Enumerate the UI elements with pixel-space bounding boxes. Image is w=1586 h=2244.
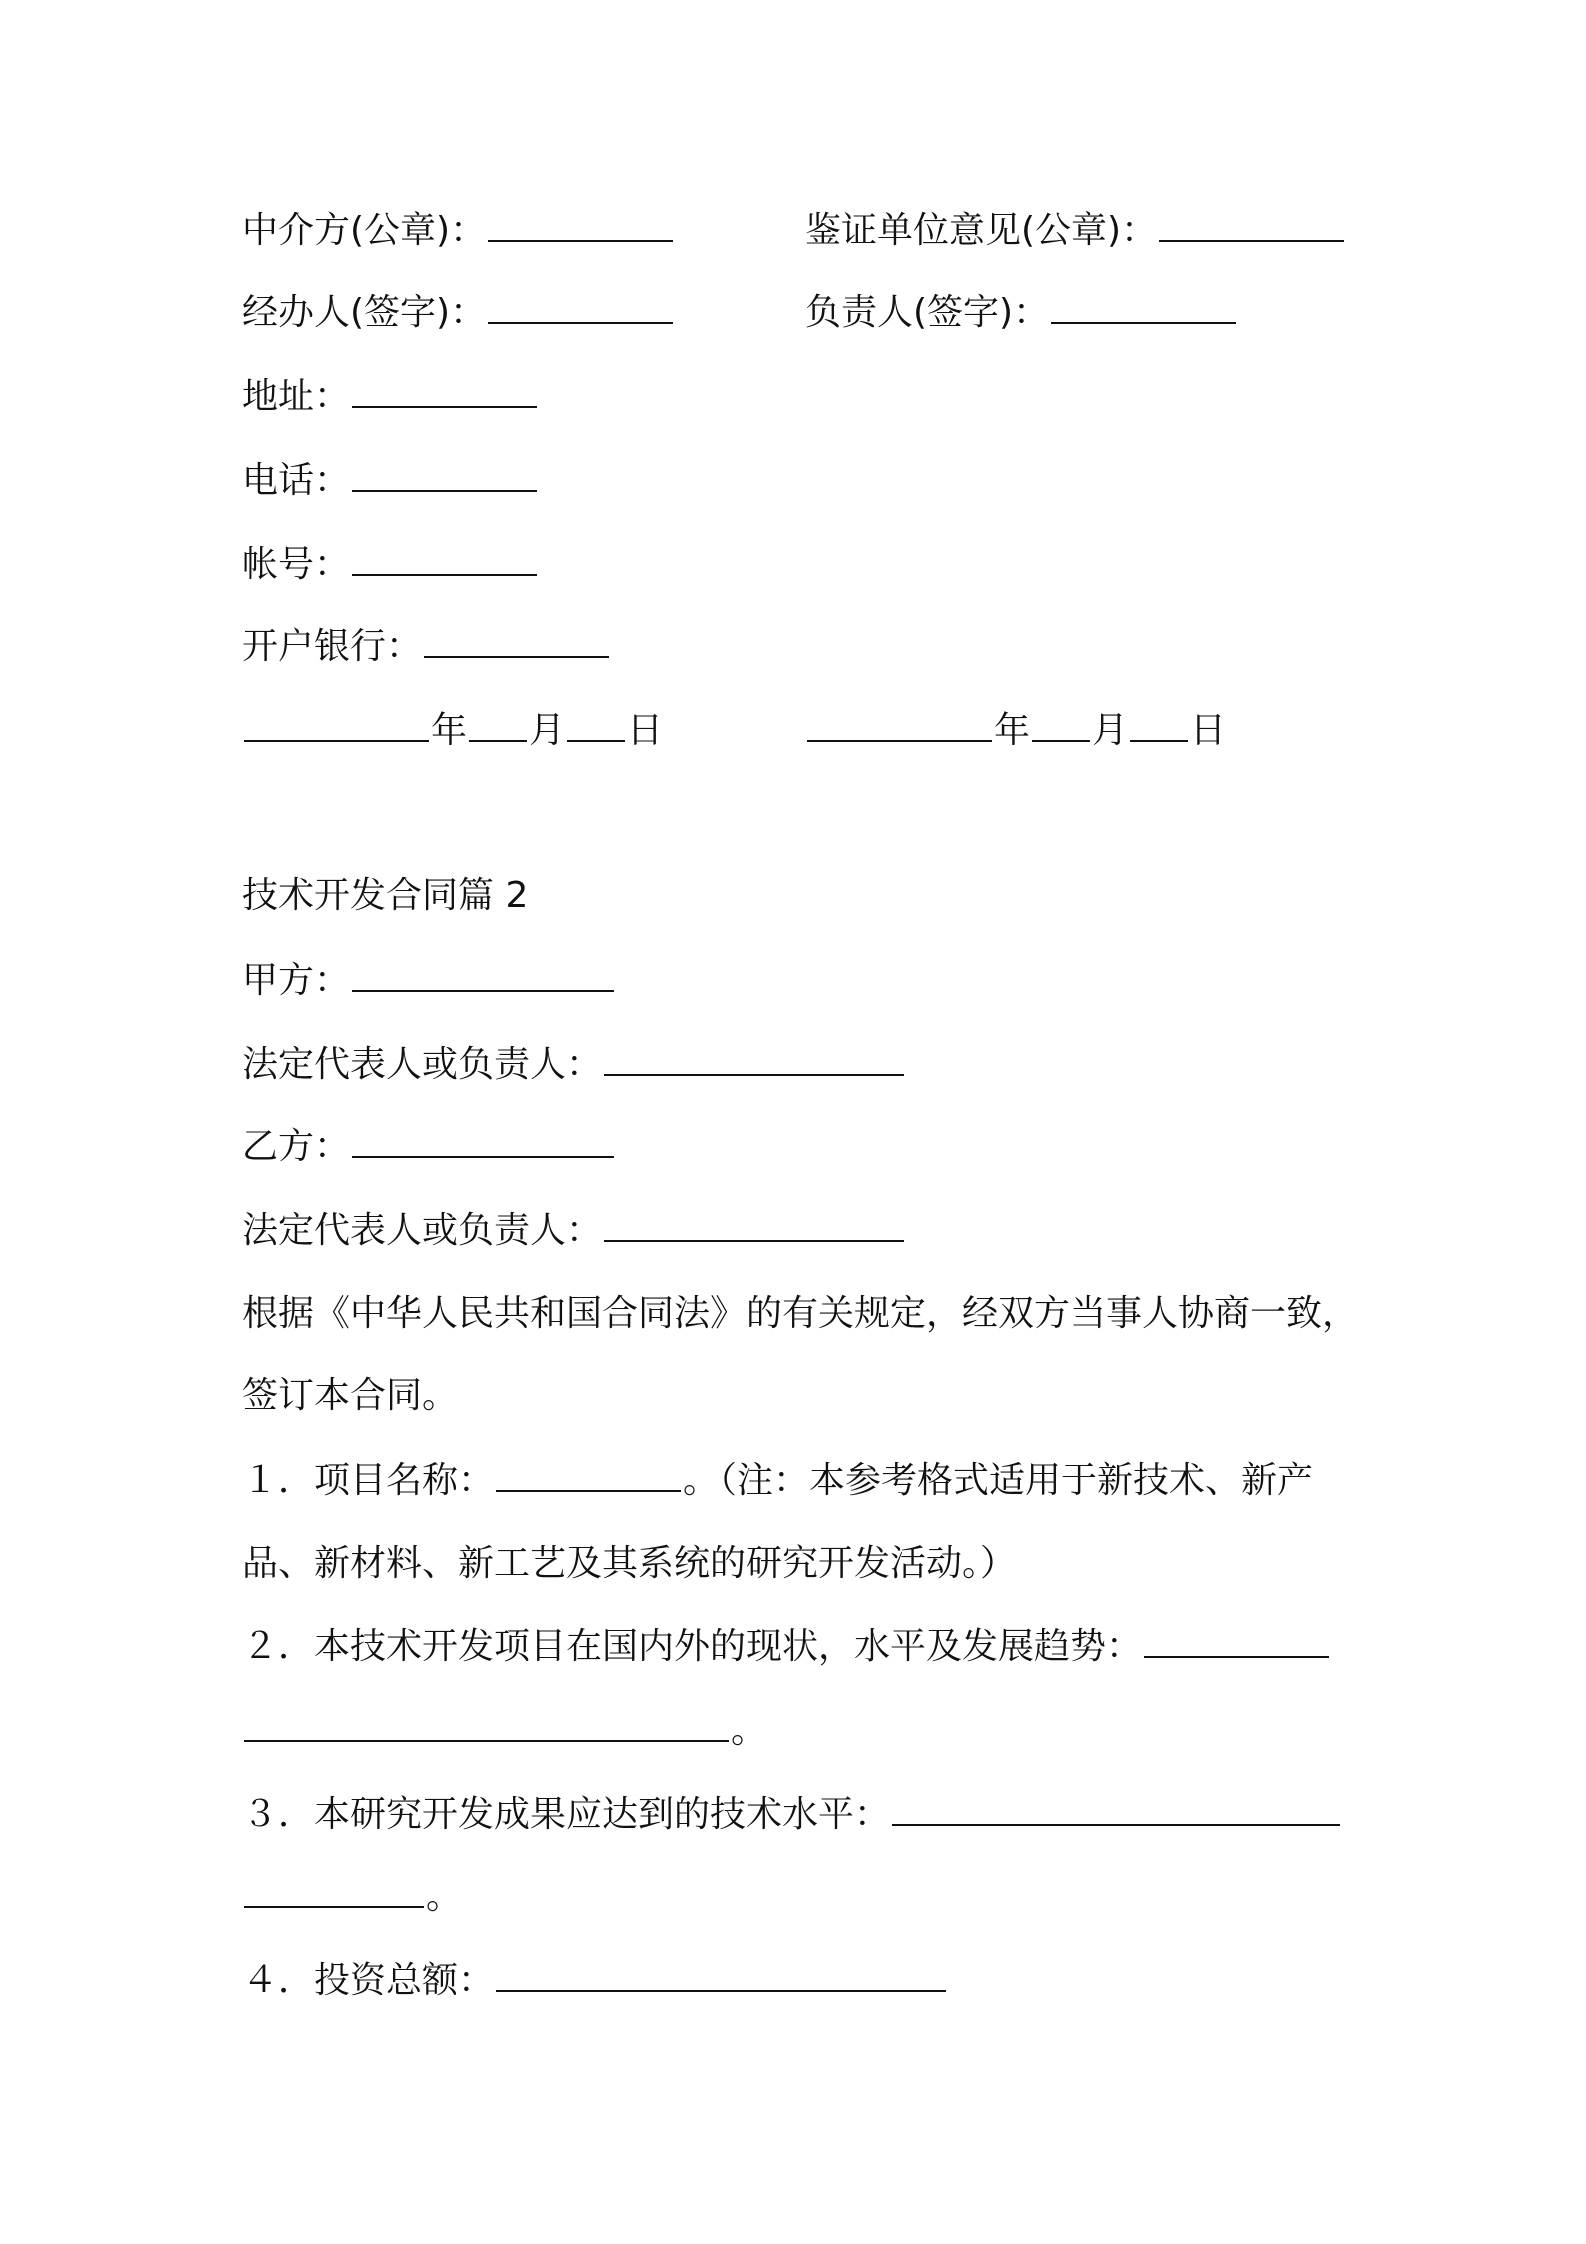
section2-title: 技术开发合同篇 2 — [242, 875, 529, 916]
item4-row — [242, 1956, 948, 2005]
item3-end: 。 — [426, 1876, 463, 1917]
responsible-row — [805, 288, 1238, 337]
intermediary-blank[interactable] — [488, 206, 673, 242]
account-blank[interactable] — [352, 540, 537, 576]
legal-rep-b-row — [242, 1206, 906, 1255]
year-label-right: 年 — [994, 710, 1031, 751]
intro-line-2: 签订本合同。 — [242, 1375, 459, 1416]
day-label-left: 日 — [627, 710, 664, 751]
party-b-label: 乙方： — [242, 1126, 351, 1167]
item2-prefix: ２．本技术开发项目在国内外的现状，水平及发展趋势： — [242, 1626, 1143, 1667]
item3-blank-b[interactable] — [244, 1872, 424, 1908]
legal-rep-a-blank[interactable] — [604, 1040, 904, 1076]
month-blank-left[interactable] — [469, 706, 527, 742]
year-blank-left[interactable] — [244, 706, 429, 742]
agent-blank[interactable] — [488, 288, 673, 324]
agent-row — [242, 288, 675, 337]
phone-row — [242, 456, 539, 505]
day-blank-right[interactable] — [1130, 706, 1188, 742]
verifier-row — [805, 206, 1346, 255]
address-label: 地址： — [242, 376, 351, 417]
item2-blank-b[interactable] — [244, 1706, 729, 1742]
legal-rep-a-label: 法定代表人或负责人： — [242, 1044, 603, 1085]
party-a-row — [242, 956, 616, 1005]
day-blank-left[interactable] — [567, 706, 625, 742]
address-row — [242, 372, 539, 421]
item1-prefix: １．项目名称： — [242, 1460, 495, 1501]
year-blank-right[interactable] — [807, 706, 992, 742]
intro-line-1: 根据《中华人民共和国合同法》的有关规定，经双方当事人协商一致， — [242, 1293, 1359, 1334]
item4-prefix: ４．投资总额： — [242, 1960, 495, 2001]
account-row — [242, 540, 539, 589]
responsible-blank[interactable] — [1051, 288, 1236, 324]
intermediary-label: 中介方(公章)： — [242, 210, 487, 251]
verifier-blank[interactable] — [1159, 206, 1344, 242]
legal-rep-b-blank[interactable] — [604, 1206, 904, 1242]
item3-row-2 — [242, 1872, 462, 1921]
intermediary-row — [242, 206, 675, 255]
item1-row — [242, 1456, 1313, 1505]
month-blank-right[interactable] — [1032, 706, 1090, 742]
bank-label: 开户银行： — [242, 626, 423, 667]
address-blank[interactable] — [352, 372, 537, 408]
day-label-right: 日 — [1190, 710, 1227, 751]
item2-blank-a[interactable] — [1144, 1622, 1329, 1658]
item3-blank-a[interactable] — [892, 1790, 1340, 1826]
bank-blank[interactable] — [424, 622, 609, 658]
item1-blank[interactable] — [496, 1456, 681, 1492]
party-a-label: 甲方： — [242, 960, 351, 1001]
date-row-right — [805, 706, 1226, 755]
year-label-left: 年 — [431, 710, 468, 751]
item1-line2: 品、新材料、新工艺及其系统的研究开发活动。） — [242, 1543, 1017, 1584]
item1-suffix: 。（注：本参考格式适用于新技术、新产 — [683, 1460, 1314, 1501]
item4-blank[interactable] — [496, 1956, 946, 1992]
account-label: 帐号： — [242, 544, 351, 585]
item2-end: 。 — [731, 1710, 768, 1751]
item3-prefix: ３．本研究开发成果应达到的技术水平： — [242, 1794, 891, 1835]
item2-row — [242, 1622, 1331, 1671]
item2-row-2 — [242, 1706, 767, 1755]
legal-rep-b-label: 法定代表人或负责人： — [242, 1210, 603, 1251]
party-a-blank[interactable] — [352, 956, 614, 992]
responsible-label: 负责人(签字)： — [805, 292, 1050, 333]
party-b-blank[interactable] — [352, 1122, 614, 1158]
bank-row — [242, 622, 611, 671]
item3-row — [242, 1790, 1342, 1839]
phone-blank[interactable] — [352, 456, 537, 492]
month-label-right: 月 — [1092, 710, 1129, 751]
date-row-left — [242, 706, 663, 755]
agent-label: 经办人(签字)： — [242, 292, 487, 333]
legal-rep-a-row — [242, 1040, 906, 1089]
month-label-left: 月 — [529, 710, 566, 751]
phone-label: 电话： — [242, 460, 351, 501]
party-b-row — [242, 1122, 616, 1171]
verifier-label: 鉴证单位意见(公章)： — [805, 210, 1158, 251]
